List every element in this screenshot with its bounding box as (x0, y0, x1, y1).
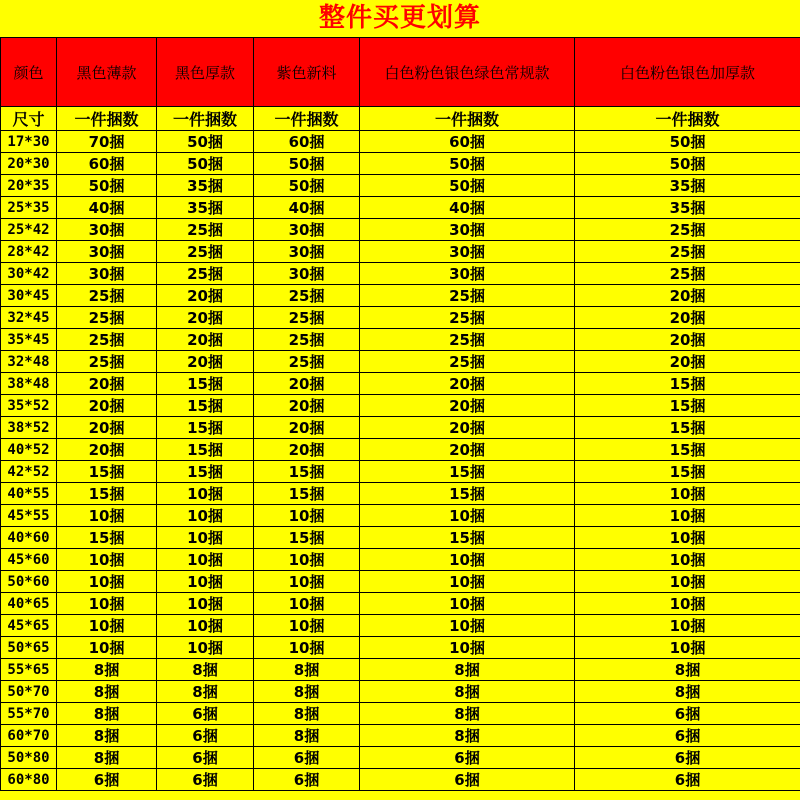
quantity-cell: 6捆 (360, 769, 575, 791)
quantity-cell: 50捆 (254, 175, 360, 197)
quantity-cell: 6捆 (254, 769, 360, 791)
quantity-cell: 70捆 (57, 131, 157, 153)
quantity-cell: 8捆 (254, 725, 360, 747)
quantity-cell: 10捆 (254, 593, 360, 615)
size-cell: 50*65 (1, 637, 57, 659)
table-row (1, 153, 800, 175)
header-cell-white-regular: 白色粉色银色绿色常规款 (360, 38, 575, 107)
page-title: 整件买更划算 (0, 0, 800, 37)
table-row (1, 637, 800, 659)
quantity-cell: 15捆 (360, 483, 575, 505)
quantity-cell: 40捆 (254, 197, 360, 219)
quantity-cell: 20捆 (57, 373, 157, 395)
quantity-cell: 8捆 (360, 659, 575, 681)
size-cell: 25*35 (1, 197, 57, 219)
quantity-cell: 20捆 (360, 439, 575, 461)
quantity-cell: 20捆 (360, 395, 575, 417)
table-row (1, 131, 800, 153)
quantity-cell: 15捆 (360, 461, 575, 483)
quantity-cell: 10捆 (575, 615, 800, 637)
size-cell: 50*80 (1, 747, 57, 769)
quantity-cell: 8捆 (57, 681, 157, 703)
quantity-cell: 20捆 (254, 417, 360, 439)
subheader-row (1, 107, 800, 131)
quantity-cell: 10捆 (360, 549, 575, 571)
table-row (1, 175, 800, 197)
quantity-cell: 35捆 (575, 197, 800, 219)
quantity-cell: 30捆 (360, 219, 575, 241)
quantity-cell: 10捆 (157, 527, 254, 549)
quantity-cell: 6捆 (157, 725, 254, 747)
quantity-cell: 10捆 (360, 571, 575, 593)
table-row (1, 703, 800, 725)
header-cell-size: 颜色 (1, 38, 57, 107)
quantity-cell: 10捆 (254, 505, 360, 527)
quantity-cell: 10捆 (254, 571, 360, 593)
subheader-cell-black-thin: 一件捆数 (57, 107, 157, 131)
quantity-cell: 15捆 (575, 373, 800, 395)
table-row (1, 461, 800, 483)
size-cell: 32*48 (1, 351, 57, 373)
quantity-cell: 10捆 (57, 505, 157, 527)
quantity-cell: 15捆 (57, 527, 157, 549)
quantity-cell: 10捆 (575, 505, 800, 527)
quantity-cell: 10捆 (254, 549, 360, 571)
size-cell: 40*65 (1, 593, 57, 615)
quantity-cell: 50捆 (57, 175, 157, 197)
quantity-cell: 50捆 (360, 153, 575, 175)
table-row (1, 417, 800, 439)
size-cell: 25*42 (1, 219, 57, 241)
table-row (1, 769, 800, 791)
quantity-cell: 20捆 (157, 329, 254, 351)
quantity-cell: 30捆 (57, 263, 157, 285)
subheader-cell-white-thick: 一件捆数 (575, 107, 800, 131)
quantity-cell: 20捆 (575, 351, 800, 373)
quantity-cell: 50捆 (575, 131, 800, 153)
quantity-cell: 15捆 (360, 527, 575, 549)
quantity-cell: 50捆 (360, 175, 575, 197)
quantity-cell: 8捆 (157, 659, 254, 681)
quantity-cell: 10捆 (575, 637, 800, 659)
quantity-cell: 15捆 (575, 395, 800, 417)
quantity-cell: 25捆 (360, 351, 575, 373)
size-cell: 38*52 (1, 417, 57, 439)
quantity-cell: 10捆 (57, 615, 157, 637)
quantity-cell: 60捆 (254, 131, 360, 153)
quantity-cell: 40捆 (360, 197, 575, 219)
quantity-cell: 25捆 (254, 285, 360, 307)
quantity-cell: 8捆 (575, 681, 800, 703)
table-row (1, 659, 800, 681)
quantity-cell: 8捆 (57, 659, 157, 681)
quantity-cell: 10捆 (57, 549, 157, 571)
size-cell: 45*65 (1, 615, 57, 637)
quantity-cell: 20捆 (57, 439, 157, 461)
quantity-cell: 50捆 (575, 153, 800, 175)
quantity-cell: 10捆 (157, 615, 254, 637)
subheader-cell-black-thick: 一件捆数 (157, 107, 254, 131)
quantity-cell: 8捆 (360, 681, 575, 703)
header-cell-black-thick: 黑色厚款 (157, 38, 254, 107)
header-cell-white-thick: 白色粉色银色加厚款 (575, 38, 800, 107)
quantity-cell: 25捆 (57, 285, 157, 307)
quantity-cell: 8捆 (360, 703, 575, 725)
size-cell: 35*45 (1, 329, 57, 351)
size-cell: 40*60 (1, 527, 57, 549)
quantity-cell: 8捆 (254, 681, 360, 703)
quantity-cell: 25捆 (254, 307, 360, 329)
quantity-cell: 35捆 (157, 197, 254, 219)
quantity-cell: 15捆 (254, 483, 360, 505)
quantity-cell: 15捆 (254, 461, 360, 483)
table-row (1, 505, 800, 527)
size-cell: 32*45 (1, 307, 57, 329)
quantity-cell: 6捆 (575, 725, 800, 747)
quantity-cell: 25捆 (360, 329, 575, 351)
quantity-cell: 15捆 (157, 373, 254, 395)
table-row (1, 549, 800, 571)
quantity-cell: 15捆 (575, 417, 800, 439)
quantity-cell: 10捆 (575, 593, 800, 615)
quantity-cell: 8捆 (57, 725, 157, 747)
quantity-cell: 60捆 (57, 153, 157, 175)
quantity-cell: 10捆 (575, 527, 800, 549)
subheader-cell-white-regular: 一件捆数 (360, 107, 575, 131)
quantity-cell: 6捆 (360, 747, 575, 769)
table-row (1, 439, 800, 461)
quantity-cell: 10捆 (157, 505, 254, 527)
table-row (1, 241, 800, 263)
size-cell: 17*30 (1, 131, 57, 153)
header-cell-purple-new: 紫色新料 (254, 38, 360, 107)
quantity-cell: 25捆 (57, 329, 157, 351)
quantity-cell: 6捆 (157, 769, 254, 791)
size-cell: 60*80 (1, 769, 57, 791)
quantity-cell: 25捆 (157, 263, 254, 285)
quantity-cell: 8捆 (254, 659, 360, 681)
quantity-cell: 30捆 (57, 241, 157, 263)
quantity-cell: 20捆 (254, 395, 360, 417)
quantity-cell: 15捆 (57, 483, 157, 505)
size-cell: 55*70 (1, 703, 57, 725)
quantity-cell: 8捆 (575, 659, 800, 681)
quantity-cell: 15捆 (575, 439, 800, 461)
size-cell: 50*70 (1, 681, 57, 703)
size-cell: 35*52 (1, 395, 57, 417)
quantity-cell: 50捆 (254, 153, 360, 175)
quantity-cell: 25捆 (57, 351, 157, 373)
quantity-cell: 10捆 (157, 571, 254, 593)
quantity-cell: 20捆 (57, 395, 157, 417)
quantity-cell: 25捆 (575, 219, 800, 241)
table-row (1, 395, 800, 417)
quantity-cell: 20捆 (157, 307, 254, 329)
table-row (1, 307, 800, 329)
quantity-cell: 10捆 (157, 549, 254, 571)
size-cell: 45*60 (1, 549, 57, 571)
size-cell: 20*30 (1, 153, 57, 175)
quantity-cell: 10捆 (360, 615, 575, 637)
quantity-cell: 50捆 (157, 153, 254, 175)
quantity-cell: 10捆 (254, 637, 360, 659)
quantity-cell: 50捆 (157, 131, 254, 153)
quantity-cell: 40捆 (57, 197, 157, 219)
quantity-cell: 10捆 (360, 593, 575, 615)
table-row (1, 197, 800, 219)
quantity-cell: 10捆 (157, 637, 254, 659)
quantity-cell: 6捆 (575, 747, 800, 769)
size-cell: 60*70 (1, 725, 57, 747)
quantity-cell: 15捆 (157, 439, 254, 461)
quantity-cell: 25捆 (575, 241, 800, 263)
quantity-cell: 6捆 (575, 703, 800, 725)
quantity-cell: 20捆 (254, 373, 360, 395)
quantity-cell: 30捆 (360, 263, 575, 285)
table-body (1, 38, 800, 791)
quantity-cell: 6捆 (575, 769, 800, 791)
quantity-cell: 25捆 (360, 307, 575, 329)
subheader-cell-purple-new: 一件捆数 (254, 107, 360, 131)
table-row (1, 351, 800, 373)
size-cell: 50*60 (1, 571, 57, 593)
quantity-cell: 10捆 (57, 571, 157, 593)
quantity-cell: 8捆 (157, 681, 254, 703)
size-cell: 30*42 (1, 263, 57, 285)
size-cell: 42*52 (1, 461, 57, 483)
quantity-cell: 15捆 (57, 461, 157, 483)
bundle-table (0, 37, 800, 791)
quantity-cell: 25捆 (254, 351, 360, 373)
size-cell: 38*48 (1, 373, 57, 395)
quantity-cell: 15捆 (254, 527, 360, 549)
quantity-cell: 20捆 (575, 285, 800, 307)
header-row (1, 38, 800, 107)
quantity-cell: 20捆 (360, 373, 575, 395)
quantity-cell: 35捆 (157, 175, 254, 197)
quantity-cell: 25捆 (360, 285, 575, 307)
quantity-cell: 6捆 (157, 703, 254, 725)
table-row (1, 329, 800, 351)
quantity-cell: 25捆 (157, 241, 254, 263)
quantity-cell: 6捆 (157, 747, 254, 769)
table-row (1, 373, 800, 395)
size-cell: 30*45 (1, 285, 57, 307)
table-row (1, 747, 800, 769)
quantity-cell: 10捆 (575, 549, 800, 571)
quantity-cell: 20捆 (360, 417, 575, 439)
quantity-cell: 20捆 (575, 307, 800, 329)
table-row (1, 219, 800, 241)
table-row (1, 483, 800, 505)
size-cell: 55*65 (1, 659, 57, 681)
quantity-cell: 8捆 (254, 703, 360, 725)
quantity-cell: 35捆 (575, 175, 800, 197)
quantity-cell: 10捆 (575, 571, 800, 593)
quantity-cell: 25捆 (254, 329, 360, 351)
table-row (1, 615, 800, 637)
quantity-cell: 15捆 (157, 417, 254, 439)
size-cell: 45*55 (1, 505, 57, 527)
quantity-cell: 10捆 (57, 593, 157, 615)
header-cell-black-thin: 黑色薄款 (57, 38, 157, 107)
quantity-cell: 25捆 (575, 263, 800, 285)
quantity-cell: 15捆 (157, 395, 254, 417)
size-cell: 20*35 (1, 175, 57, 197)
subheader-cell-size: 尺寸 (1, 107, 57, 131)
quantity-cell: 30捆 (254, 241, 360, 263)
size-cell: 40*52 (1, 439, 57, 461)
quantity-cell: 10捆 (254, 615, 360, 637)
quantity-cell: 10捆 (360, 637, 575, 659)
quantity-cell: 30捆 (360, 241, 575, 263)
quantity-cell: 10捆 (157, 483, 254, 505)
quantity-cell: 20捆 (254, 439, 360, 461)
quantity-cell: 10捆 (575, 483, 800, 505)
quantity-cell: 8捆 (57, 747, 157, 769)
table-row (1, 263, 800, 285)
table-row (1, 527, 800, 549)
quantity-cell: 60捆 (360, 131, 575, 153)
quantity-cell: 30捆 (254, 263, 360, 285)
quantity-cell: 8捆 (57, 703, 157, 725)
quantity-cell: 6捆 (57, 769, 157, 791)
quantity-cell: 30捆 (57, 219, 157, 241)
size-cell: 28*42 (1, 241, 57, 263)
quantity-cell: 30捆 (254, 219, 360, 241)
quantity-cell: 6捆 (254, 747, 360, 769)
quantity-cell: 15捆 (575, 461, 800, 483)
table-row (1, 285, 800, 307)
quantity-cell: 20捆 (57, 417, 157, 439)
table-row (1, 571, 800, 593)
size-cell: 40*55 (1, 483, 57, 505)
quantity-cell: 20捆 (157, 351, 254, 373)
quantity-cell: 20捆 (157, 285, 254, 307)
quantity-cell: 10捆 (57, 637, 157, 659)
table-row (1, 681, 800, 703)
quantity-cell: 25捆 (157, 219, 254, 241)
quantity-cell: 20捆 (575, 329, 800, 351)
table-row (1, 593, 800, 615)
quantity-cell: 10捆 (360, 505, 575, 527)
quantity-cell: 15捆 (157, 461, 254, 483)
quantity-cell: 10捆 (157, 593, 254, 615)
quantity-cell: 25捆 (57, 307, 157, 329)
quantity-cell: 8捆 (360, 725, 575, 747)
table-row (1, 725, 800, 747)
